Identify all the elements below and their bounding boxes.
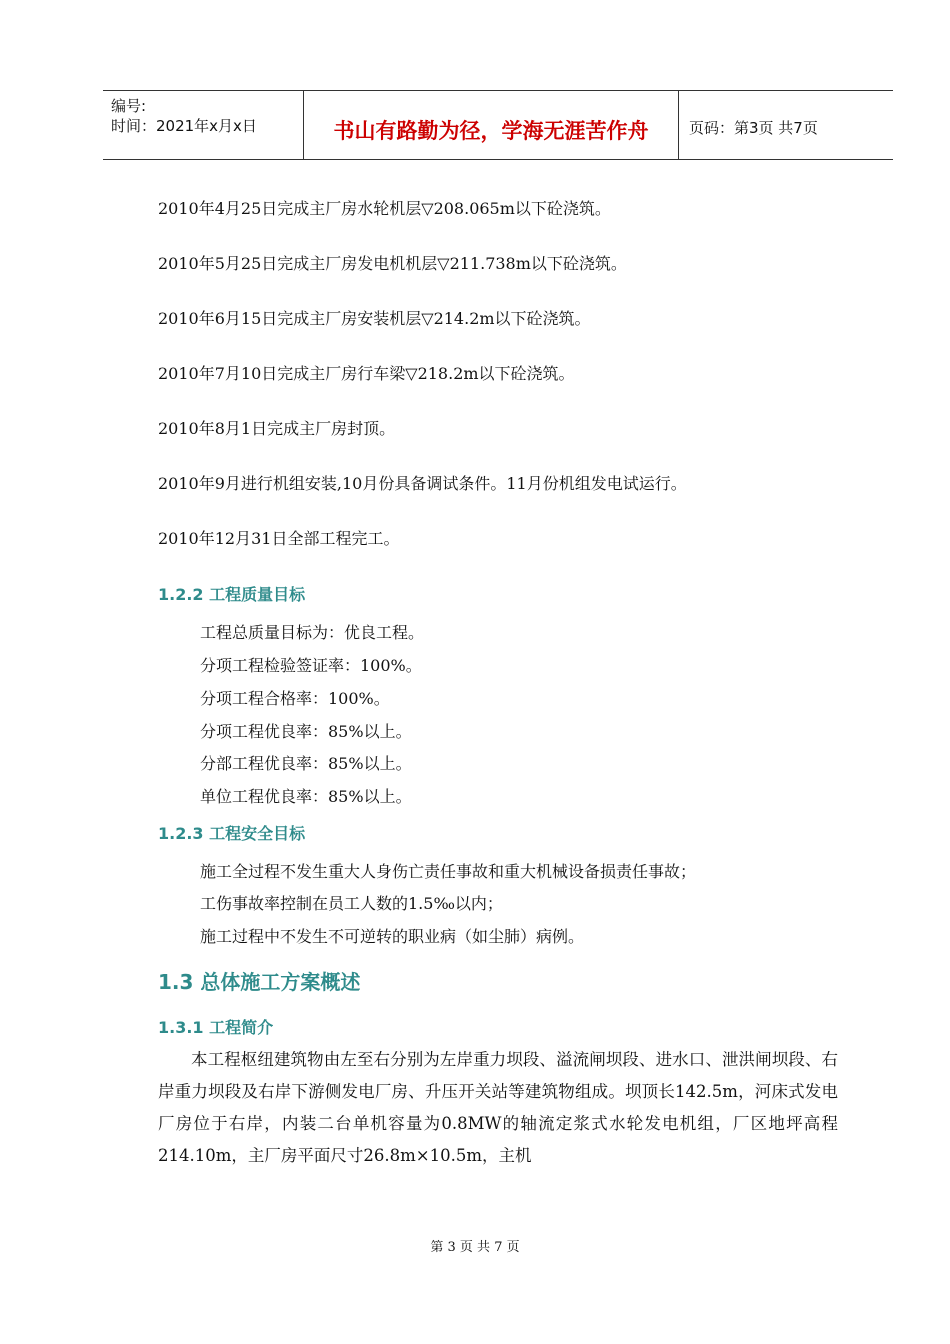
schedule-item: 2010年4月25日完成主厂房水轮机层▽208.065m以下砼浇筑。: [158, 199, 611, 218]
section-heading: 1.3 总体施工方案概述: [158, 970, 361, 994]
quality-item: 工程总质量目标为：优良工程。: [200, 623, 425, 642]
schedule-item: 2010年9月进行机组安装,10月份具备调试条件。11月份机组发电试运行。: [158, 474, 687, 493]
header-motto-cell: [304, 91, 679, 159]
header-page-cell: [679, 91, 893, 159]
schedule-item: 2010年5月25日完成主厂房发电机机层▽211.738m以下砼浇筑。: [158, 254, 627, 273]
safety-item: 工伤事故率控制在员工人数的1.5‰以内；: [200, 894, 503, 913]
header-meta-cell: [103, 91, 304, 159]
schedule-item: 2010年8月1日完成主厂房封顶。: [158, 419, 396, 438]
safety-item: 施工全过程不发生重大人身伤亡责任事故和重大机械设备损责任事故；: [200, 862, 697, 881]
quality-item: 分项工程检验签证率：100%。: [200, 656, 422, 675]
quality-item: 单位工程优良率：85%以上。: [200, 787, 412, 806]
safety-item: 施工过程中不发生不可逆转的职业病（如尘肺）病例。: [200, 927, 585, 946]
safety-heading: 1.2.3 工程安全目标: [158, 824, 306, 843]
document-number-label: 编号:: [111, 97, 147, 115]
subsection-heading: 1.3.1 工程简介: [158, 1018, 274, 1037]
quality-item: 分项工程合格率：100%。: [200, 689, 390, 708]
project-intro-paragraph: 本工程枢纽建筑物由左至右分别为左岸重力坝段、溢流闸坝段、进水口、泄洪闸坝段、右岸重力坝段及右岸下游侧发电厂房、升压开关站等建筑物组成。坝顶长142.5m，河床式发电厂房位于右岸，内装二台单机容量为0.8MW的轴流定浆式水轮发电机组，厂区地坪高程214.10m，主厂房平面尺寸26.8m×10.5m，主机: [158, 1050, 838, 1165]
quality-item: 分项工程优良率：85%以上。: [200, 722, 412, 741]
page-header: [103, 90, 893, 160]
header-page-info: 页码：第3页 共7页: [689, 119, 818, 137]
schedule-item: 2010年12月31日全部工程完工。: [158, 529, 400, 548]
quality-item: 分部工程优良率：85%以上。: [200, 754, 412, 773]
schedule-item: 2010年7月10日完成主厂房行车梁▽218.2m以下砼浇筑。: [158, 364, 575, 383]
schedule-item: 2010年6月15日完成主厂房安装机层▽214.2m以下砼浇筑。: [158, 309, 591, 328]
page-footer: 第 3 页 共 7 页: [430, 1240, 520, 1255]
quality-heading: 1.2.2 工程质量目标: [158, 585, 306, 604]
document-time-label: 时间：2021年x月x日: [111, 117, 257, 135]
header-motto: 书山有路勤为径，学海无涯苦作舟: [333, 119, 649, 143]
